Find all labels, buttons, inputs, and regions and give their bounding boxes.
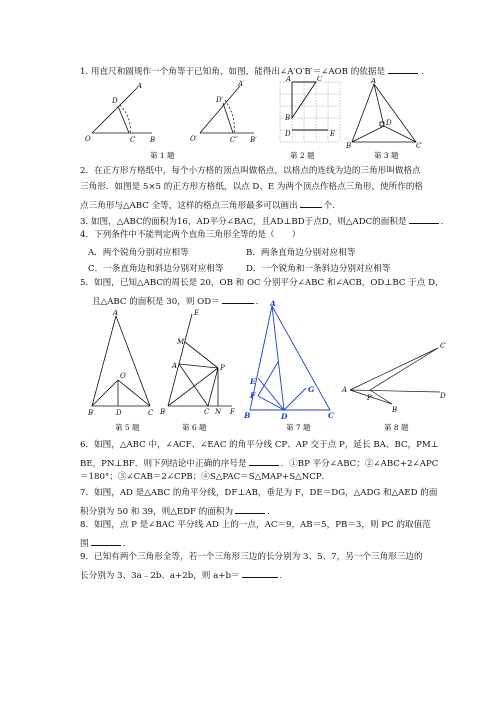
f7-label-D: D [281, 412, 288, 421]
q4-text: 4．下列条件中不能判定两个直角三角形全等的是（ ） [80, 230, 301, 240]
f7-label-C: C [328, 411, 334, 420]
q2-line3-body: 点三角形与△ABC 全等，这样的格点三角形最多可以画出 [80, 201, 298, 211]
f1-label-D: D [112, 97, 118, 105]
q1-text [80, 64, 430, 78]
q9-line2-body: 长分别为 3、3a﹣2b、a+2b，则 a+b＝ [80, 571, 240, 581]
q9-blank[interactable] [242, 568, 278, 578]
f6-label-C: C [204, 408, 210, 416]
q8-blank[interactable] [91, 536, 121, 546]
f3-label-D: D [386, 119, 392, 127]
f1-label-D2: D′ [216, 96, 224, 104]
q4-option-a[interactable]: A．两个锐角分别对应相等 [88, 248, 189, 258]
f6-label-F: F [230, 408, 235, 416]
figure-1 [82, 78, 262, 150]
q3-blank[interactable] [409, 214, 439, 224]
q6-line2 [80, 456, 438, 470]
figure-2 [272, 76, 348, 152]
q2-line1: 2．在正方形方格纸中，每个小方格的顶点叫做格点，以格点的连线为边的三角形叫做格点 [80, 166, 421, 176]
q6-blank[interactable] [249, 456, 279, 466]
f1-label-A2: A′ [238, 80, 245, 88]
q5-line2-body: 且△ABC 的面积是 30，则 OD＝ [92, 297, 220, 307]
f1-label-B: B [150, 136, 156, 144]
q2-line2: 三角形．如图是 5×5 的正方形方格纸，以点 D、E 为两个顶点作格点三角形，使所作的格 [80, 182, 424, 192]
q9-line1: 9．已知有两个三角形全等，若一个三角形三边的长分别为 3、5、7，另一个三角形三边的 [80, 552, 423, 562]
caption-3: 第 3 题 [374, 151, 399, 160]
f8-label-D: D [440, 392, 446, 400]
q8-line2-body: 围 [80, 539, 89, 549]
q8-tail: . [122, 539, 126, 549]
q1-tail: ． [421, 67, 430, 77]
f1-label-C: C [130, 136, 136, 144]
f2-label-A: A [286, 76, 292, 83]
caption-1: 第 1 题 [150, 151, 175, 160]
f6-label-P: P [220, 364, 225, 372]
q6-line2-body: BE，PN⊥BF．则下列结论中正确的序号是 [80, 459, 247, 469]
caption-6: 第 6 题 [182, 423, 207, 432]
caption-7: 第 7 题 [286, 423, 311, 432]
f6-label-N: N [215, 408, 222, 416]
q3-text [80, 214, 443, 228]
q9-line2 [80, 568, 282, 582]
q1-blank[interactable] [388, 64, 418, 74]
f2-label-C: C [317, 76, 323, 83]
f2-label-D: D [285, 130, 291, 138]
f8-label-C: C [440, 342, 446, 350]
f7-label-G: G [308, 385, 315, 394]
f6-label-B: B [160, 408, 166, 416]
q3-tail: . [440, 217, 444, 227]
f5-label-D: D [116, 409, 122, 417]
f1-label-O2: O′ [190, 135, 198, 143]
q7-blank[interactable] [235, 504, 265, 514]
q4-option-d[interactable]: D．一个锐角和一条斜边分别对应相等 [246, 264, 391, 274]
caption-2: 第 2 题 [290, 151, 315, 160]
q4-option-c[interactable]: C．一条直角边和斜边分别对应相等 [88, 264, 224, 274]
figure-8 [340, 340, 450, 420]
f5-label-B: B [88, 409, 94, 417]
figure-3 [346, 78, 422, 150]
f5-label-C: C [148, 409, 154, 417]
f1-label-C2: C″ [230, 136, 238, 144]
f7-label-B: B [244, 411, 251, 420]
q1-body: 1. 用直尺和圆规作一个角等于已知角，如图，能得出∠A′O′B′＝∠AOB 的依据是 [80, 67, 386, 77]
q6-line1: 6．如图，△ABC 中，∠ACF、∠EAC 的角平分线 CP、AP 交于点 P，延长 BA、BC，PM⊥ [80, 440, 439, 450]
q9-tail: . [279, 571, 283, 581]
f5-label-A: A [113, 310, 119, 317]
figure-5 [88, 310, 156, 420]
f8-label-A: A [342, 386, 348, 394]
q7-line1: 7．如图，AD 是△ABC 的角平分线，DF⊥AB，垂足为 F，DE＝DG，△ADG 和△AED 的面 [80, 488, 438, 498]
f6-label-E: E [194, 309, 200, 317]
q2-line3 [80, 198, 335, 212]
q4-option-b[interactable]: B．两条直角边分别对应相等 [246, 248, 356, 258]
f7-label-F: F [250, 391, 256, 400]
q3-body: 3. 如图，△ABC的面积为16，AD平分∠BAC，且AD⊥BD于点D，则△ADC的面积是 [80, 217, 407, 227]
f7-label-A: A [270, 300, 276, 308]
q7-line2-body: 积分别为 50 和 39，则△EDF 的面积为 [80, 507, 234, 517]
caption-5: 第 5 题 [115, 423, 140, 432]
q7-line2 [80, 504, 270, 518]
figure-7 [244, 300, 336, 422]
f8-label-B: B [392, 406, 398, 414]
f6-label-A: A [172, 362, 178, 370]
q2-blank[interactable] [300, 198, 322, 208]
q2-line3-tail: 个. [323, 201, 335, 211]
figure-6 [160, 308, 240, 420]
q7-tail: . [267, 507, 270, 517]
f7-label-E: E [250, 377, 256, 386]
f3-label-C: C [416, 142, 422, 150]
f8-label-P: P [367, 394, 372, 402]
f1-label-A: A [137, 82, 143, 90]
f1-label-O: O [85, 135, 91, 143]
q5-line1: 5．如图，已知△ABC的周长是 20，OB 和 OC 分别平分∠ABC 和∠ACB，OD⊥BC 于点 D， [80, 278, 444, 288]
q8-line1: 8．如图，点 P 是∠BAC 平分线 AD 上的一点，AC＝9，AB＝5，PB＝3，则 PC 的取值范 [80, 520, 431, 530]
f5-label-O: O [120, 372, 126, 380]
f3-label-A: A [371, 78, 377, 85]
q6-line3: ＝180°；③∠CAB＝2∠CPB；④S△PAC＝S△MAP+S△NCP． [80, 472, 331, 482]
f3-label-B: B [346, 142, 352, 150]
f2-label-E: E [330, 130, 336, 138]
q6-line2-tail: ．①BP 平分∠ABC；②∠ABC+2∠APC [280, 459, 439, 469]
caption-8: 第 8 题 [384, 423, 409, 432]
f2-label-B: B [285, 114, 291, 122]
q8-line2 [80, 536, 125, 550]
f1-label-B2: B′ [250, 136, 257, 144]
f6-label-M: M [177, 338, 185, 346]
q5-line2 [92, 294, 264, 308]
q5-tail: ． [255, 297, 265, 307]
